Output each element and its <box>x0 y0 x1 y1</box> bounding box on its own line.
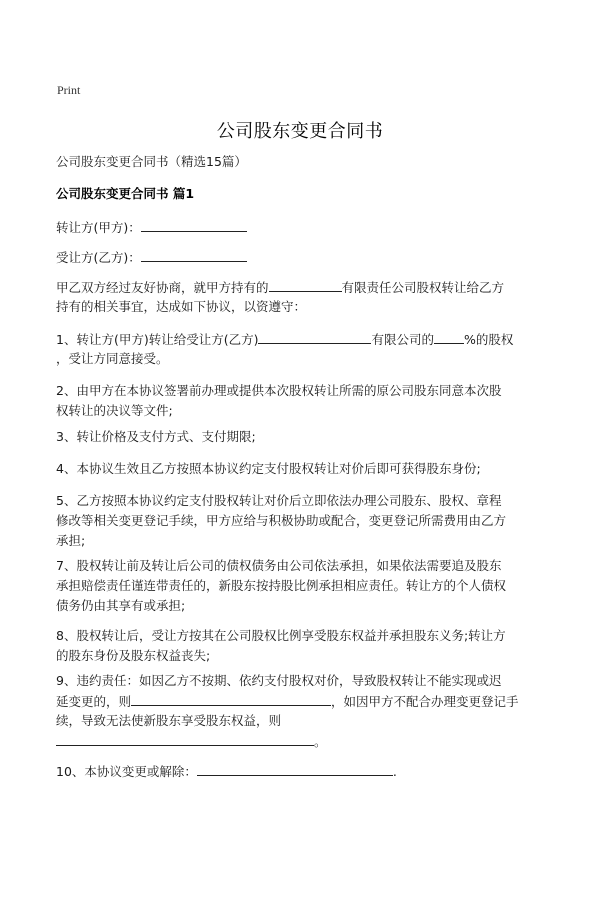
clause-1-company-blank <box>258 329 371 344</box>
clause-1-text-b: 有限公司的 <box>371 332 434 347</box>
clause-10-end: . <box>392 764 397 779</box>
clause-10-line-1 <box>56 761 397 782</box>
clause-2-line-1: 2、由甲方在本协议签署前办理或提供本次股权转让所需的原公司股东同意本次股 <box>56 383 502 398</box>
clause-7-line-3: 债务仍由其享有或承担; <box>56 598 186 613</box>
clause-9-blank-1 <box>131 691 331 706</box>
clause-9-line-3: 续，导致无法使新股东享受股东权益，则 <box>56 713 282 728</box>
clause-8-line-1: 8、股权转让后，受让方按其在公司股权比例享受股东权益并承担股东义务;转让方 <box>56 628 506 643</box>
clause-9-end: 。 <box>314 734 327 749</box>
clause-9-line-1: 9、违约责任：如因乙方不按期、依约支付股权对价，导致股权转让不能实现或迟 <box>56 673 502 688</box>
transferor-blank <box>141 217 247 232</box>
clause-3-line-1: 3、转让价格及支付方式、支付期限; <box>56 429 256 444</box>
clause-1-line-1 <box>56 329 513 350</box>
clause-1-percent-blank <box>434 329 464 344</box>
company-name-blank <box>269 277 342 292</box>
transferee-label: 受让方(乙方)： <box>56 250 141 265</box>
intro-line-2: 持有的相关事宜，达成如下协议，以资遵守： <box>56 299 307 314</box>
intro-line-1 <box>56 277 504 298</box>
transferor-label: 转让方(甲方)： <box>56 220 141 235</box>
transferor-line <box>56 217 247 238</box>
clause-9-text-b: ，如因甲方不配合办理变更登记手 <box>331 694 519 709</box>
document-title: 公司股东变更合同书 <box>216 121 384 142</box>
clause-5-line-3: 承担; <box>56 533 86 548</box>
clause-2-line-2: 权转让的决议等文件; <box>56 403 173 418</box>
clause-5-line-1: 5、乙方按照本协议约定支付股权转让对价后立即依法办理公司股东、股权、章程 <box>56 493 502 508</box>
clause-9-line-2 <box>56 691 519 712</box>
transferee-blank <box>141 247 247 262</box>
document-subtitle: 公司股东变更合同书（精选15篇） <box>56 154 247 169</box>
transferee-line <box>56 247 247 268</box>
clause-9-line-4 <box>56 731 327 752</box>
clause-10-text: 10、本协议变更或解除： <box>56 764 197 779</box>
clause-10-blank <box>197 761 393 776</box>
clause-9-blank-2 <box>56 731 314 746</box>
clause-4-line-1: 4、本协议生效且乙方按照本协议约定支付股权转让对价后即可获得股东身份; <box>56 461 481 476</box>
clause-7-line-2: 承担赔偿责任谨连带责任的，新股东按持股比例承担相应责任。转让方的个人债权 <box>56 578 507 593</box>
intro-text-a: 甲乙双方经过友好协商，就甲方持有的 <box>56 280 269 295</box>
clause-1-line-2: ，受让方同意接受。 <box>56 351 169 366</box>
section-heading: 公司股东变更合同书 篇1 <box>56 186 195 201</box>
clause-5-line-2: 修改等相关变更登记手续，甲方应给与积极协助或配合，变更登记所需费用由乙方 <box>56 513 507 528</box>
clause-1-text-c: %的股权 <box>463 332 514 347</box>
clause-1-text-a: 1、转让方(甲方)转让给受让方(乙方) <box>56 332 259 347</box>
clause-8-line-2: 的股东身份及股东权益丧失; <box>56 648 211 663</box>
intro-text-b: 有限责任公司股权转让给乙方 <box>341 280 505 295</box>
clause-9-text-a: 延变更的，则 <box>56 694 132 709</box>
clause-7-line-1: 7、股权转让前及转让后公司的债权债务由公司依法承担，如果依法需要追及股东 <box>56 558 502 573</box>
print-label: Print <box>57 83 81 97</box>
